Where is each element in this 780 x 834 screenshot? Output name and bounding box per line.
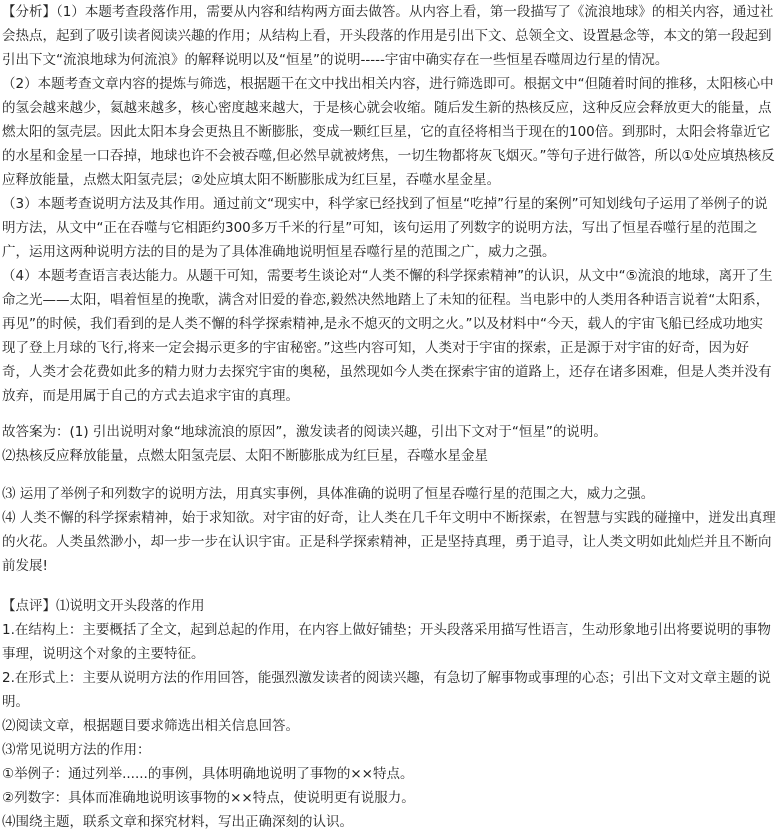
comment-structure: 1.在结构上：主要概括了全文，起到总起的作用，在内容上做好铺垫；开头段落采用描写性语言，生动形象地引出将要说明的事物事理，说明这个对象的主要特征。: [2, 622, 771, 662]
answer-1: 故答案为：(1) 引出说明对象“地球流浪的原因”，激发读者的阅读兴趣，引出下文对于“恒星”的说明。: [2, 424, 607, 440]
analysis-part-1: 【分析】（1）本题考查段落作用，需要从内容和结构两方面去做答。从内容上看，第一段描写了《流浪地球》的相关内容，通过社会热点，起到了吸引读者阅读兴趣的作用；从结构上看，开头段落的作用是引出下文、总领全文、设置悬念等，本文的第一段起到引出下文“流浪地球为何流浪》的解释说明以及“恒星”的说明-----宇宙中确实存在一些恒星吞噬周边行星的情况。: [2, 4, 774, 68]
analysis-part-2: （2）本题考查文章内容的提炼与筛选，根据题干在文中找出相关内容，进行筛选即可。根据文中“但随着时间的推移，太阳核心中的氢会越来越少，氦越来越多，核心密度越来越大，于是核心就会收缩。随后发生新的热核反应，这种反应会释放更大的能量，点燃太阳的氢壳层。因此太阳本身会更热且不断膨胀，变成一颗红巨星，它的直径将相当于现在的100倍。到那时，太阳会将靠近它的水星和金星一口吞掉，地球也许不会被吞噬,但必然早就被烤焦，一切生物都将灰飞烟灭。”等句子进行做答，所以①处应填热核反应释放能量，点燃太阳氢壳层；②处应填太阳不断膨胀成为红巨星，吞噬水星金星。: [2, 76, 775, 188]
comment-example: ①举例子：通过列举......的事例，具体明确地说明了事物的××特点。: [2, 766, 414, 782]
comment-theme: ⑷围绕主题，联系文章和探究材料，写出正确深刻的认识。: [2, 814, 353, 830]
analysis-part-3: （3）本题考查说明方法及其作用。通过前文“现实中，科学家已经找到了恒星“吃掉”行星的案例”可知划线句子运用了举例子的说明方法，从文中“正在吞噬与它相距约300多万千米的行星”可知，该句运用了列数字的说明方法，写出了恒星吞噬行星的范围之广，运用这两种说明方法的目的是为了具体准确地说明恒星吞噬行星的范围之广，威力之强。: [2, 196, 768, 260]
comment-reading: ⑵阅读文章，根据题目要求筛选出相关信息回答。: [2, 718, 299, 734]
analysis-part-4: （4）本题考查语言表达能力。从题干可知，需要考生谈论对“人类不懈的科学探索精神”的认识，从文中“⑤流浪的地球，离开了生命之光——太阳，唱着恒星的挽歌，满含对旧爱的眷恋,毅然决然地踏上了未知的征程。当电影中的人类用各种语言说着“太阳系，再见”的时候，我们看到的是人类不懈的科学探索精神,是永不熄灭的文明之火。”以及材料中“今天，载人的宇宙飞船已经成功地实现了登上月球的飞行,将来一定会揭示更多的宇宙秘密。”这些内容可知，人类对于宇宙的探索，正是源于对宇宙的好奇，因为好奇，人类才会花费如此多的精力财力去探究宇宙的奥秘，虽然现如今人类在探索宇宙的道路上，还存在诸多困难，但是人类并没有放弃，而是用属于自己的方式去追求宇宙的真理。: [2, 268, 773, 404]
answer-2: ⑵热核反应释放能量，点燃太阳氢壳层、太阳不断膨胀成为红巨星，吞噬水星金星: [2, 448, 488, 464]
comment-methods: ⑶常见说明方法的作用：: [2, 742, 151, 758]
comment-heading: 【点评】⑴说明文开头段落的作用: [2, 598, 205, 614]
comment-numbers: ②列数字：具体而准确地说明该事物的××特点，使说明更有说服力。: [2, 790, 415, 806]
answer-3: ⑶ 运用了举例子和列数字的说明方法，用真实事例，具体准确的说明了恒星吞噬行星的范围之大，威力之强。: [2, 486, 655, 502]
answer-4: ⑷ 人类不懈的科学探索精神，始于求知欲。对宇宙的好奇，让人类在几千年文明中不断探索，在智慧与实践的碰撞中，迸发出真理的火花。人类虽然渺小，却一步一步在认识宇宙。正是科学探索精神，正是坚持真理，勇于追寻，让人类文明如此灿烂并且不断向前发展!: [2, 510, 776, 574]
comment-form: 2.在形式上：主要从说明方法的作用回答，能强烈激发读者的阅读兴趣，有急切了解事物或事理的心态；引出下文对文章主题的说明。: [2, 670, 771, 710]
